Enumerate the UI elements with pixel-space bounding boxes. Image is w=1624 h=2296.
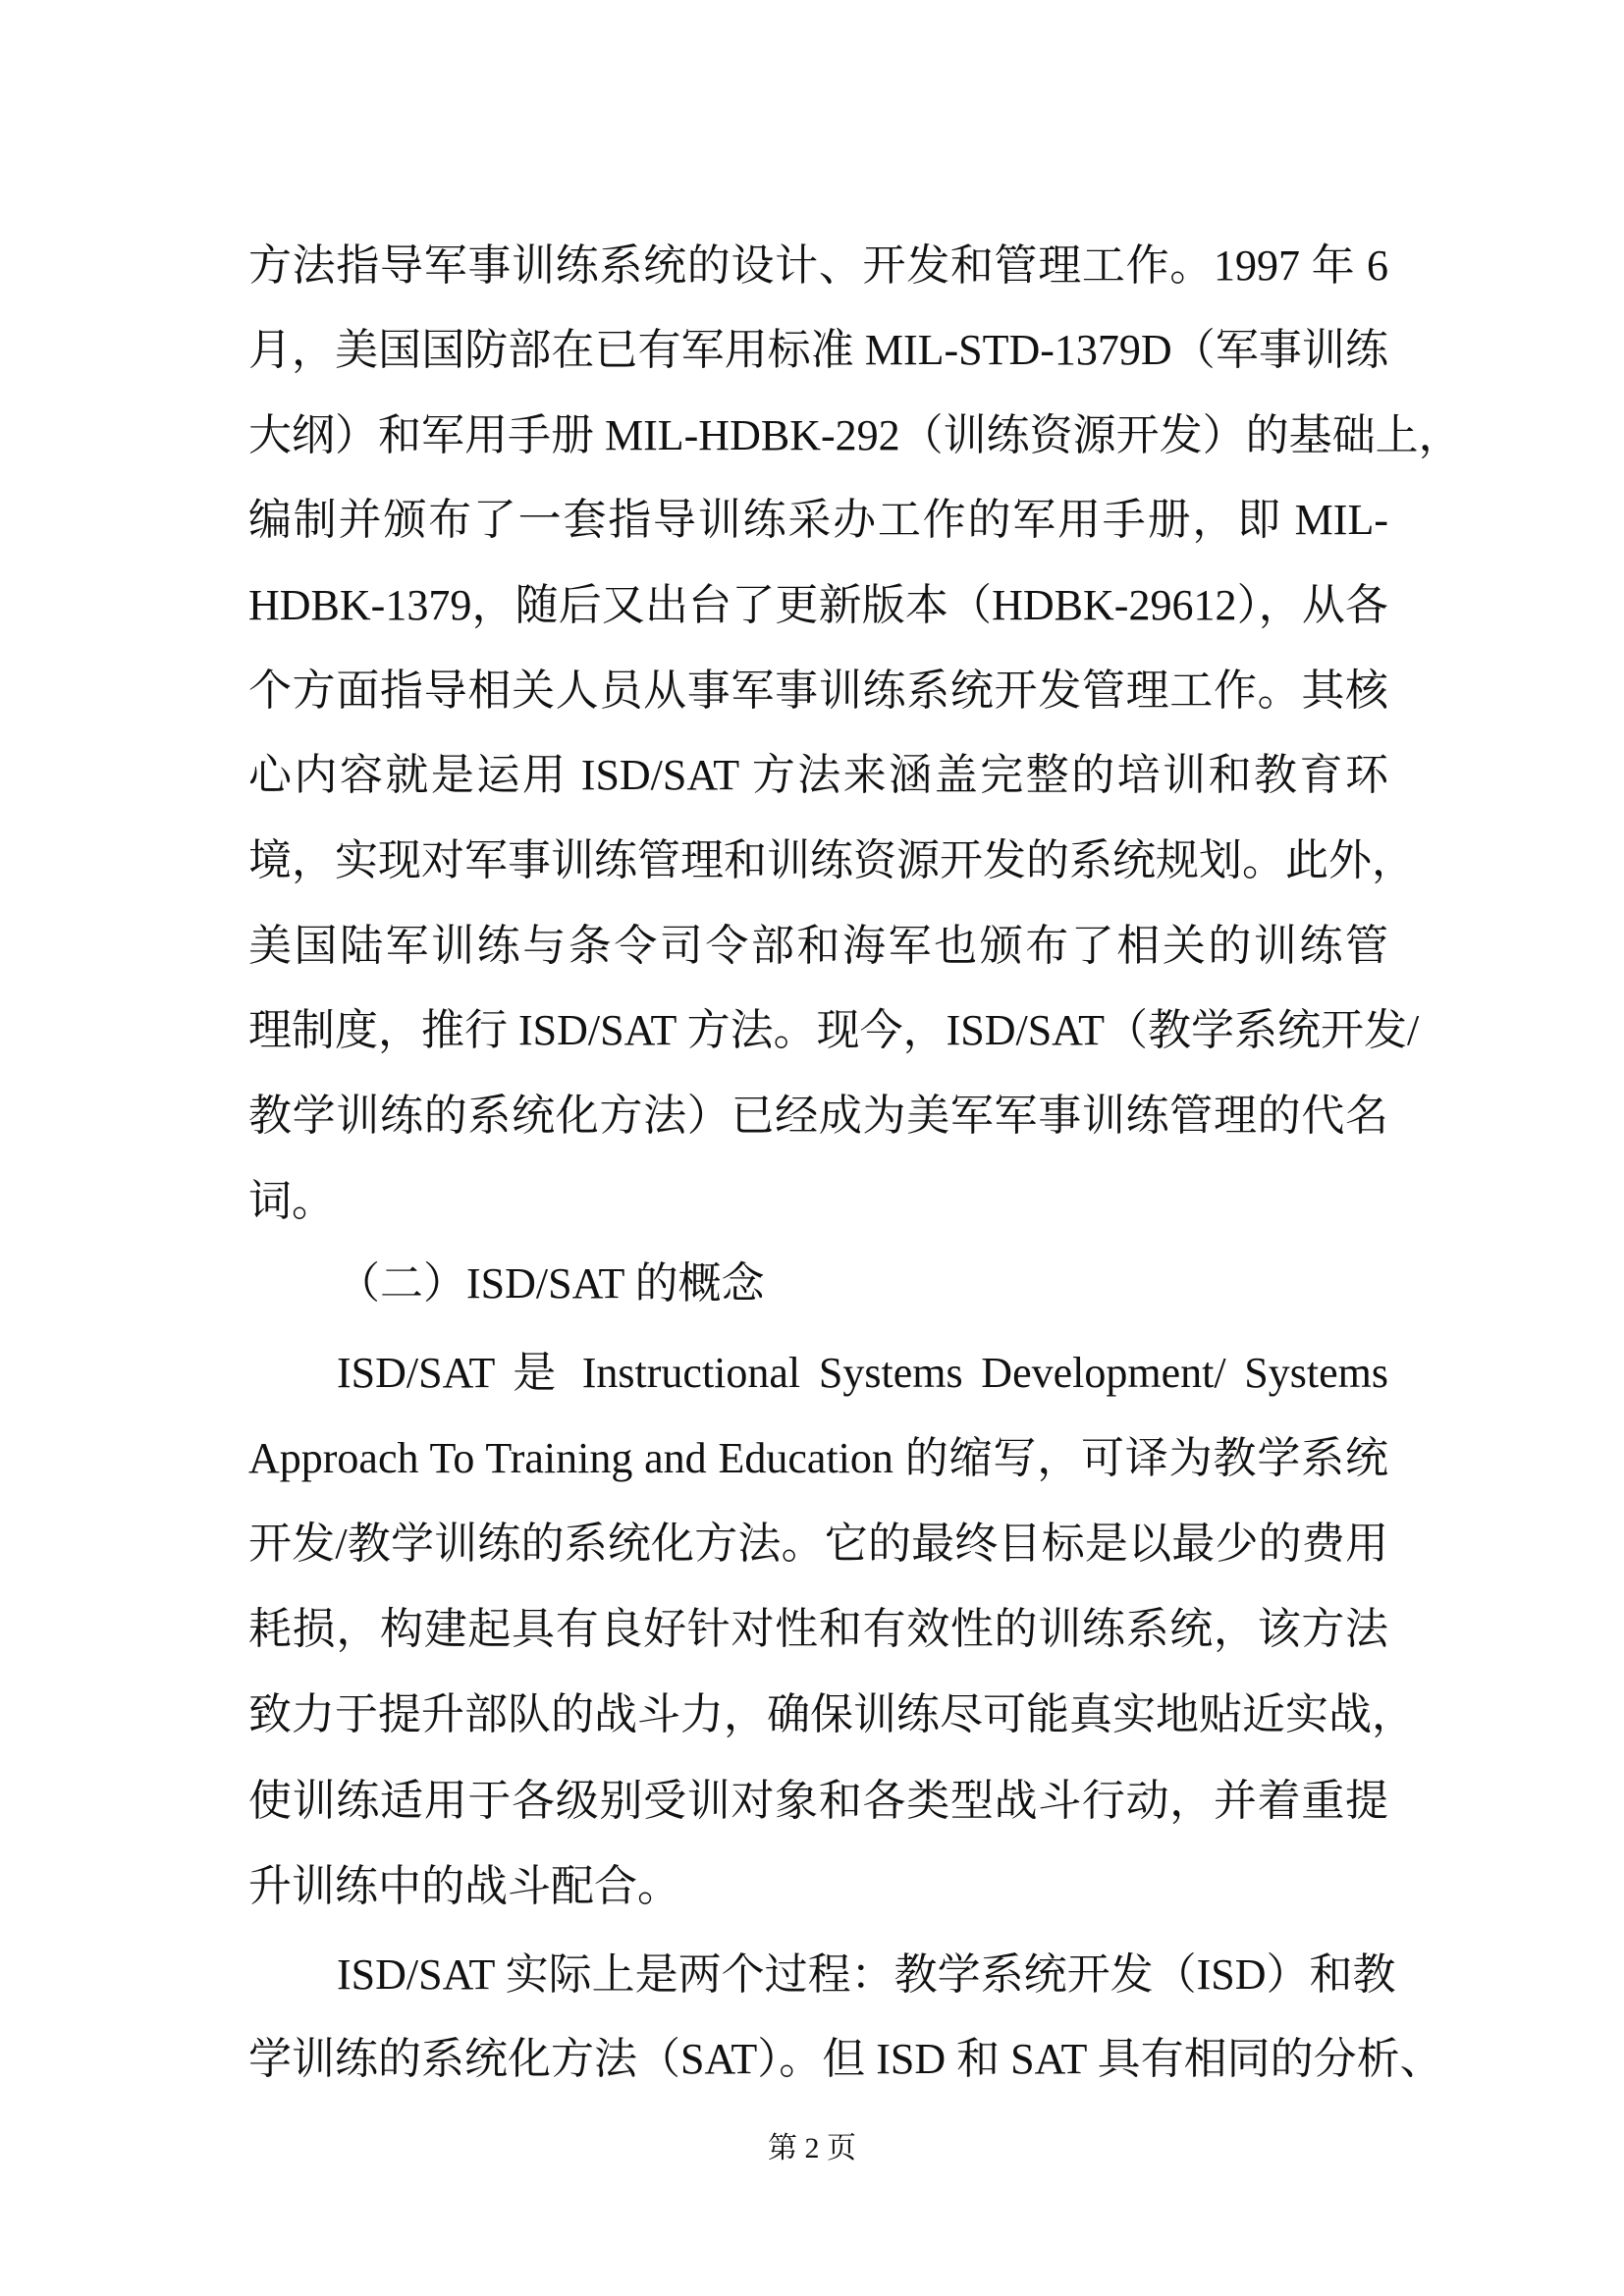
text-line: 大纲）和军用手册 MIL-HDBK-292（训练资源开发）的基础上， (248, 411, 1462, 459)
text-line: 学训练的系统化方法（SAT）。但 ISD 和 SAT 具有相同的分析、 (248, 2035, 1443, 2083)
text-line: 理制度，推行 ISD/SAT 方法。现今，ISD/SAT（教学系统开发/ (248, 1006, 1420, 1054)
text-line: 个方面指导相关人员从事军事训练系统开发管理工作。其核 (248, 667, 1388, 715)
text-line: 使训练适用于各级别受训对象和各类型战斗行动，并着重提 (248, 1777, 1388, 1825)
text-line: 境，实现对军事训练管理和训练资源开发的系统规划。此外， (248, 836, 1415, 884)
text-line: 教学训练的系统化方法）已经成为美军军事训练管理的代名 (248, 1092, 1388, 1140)
section-heading: （二）ISD/SAT 的概念 (337, 1259, 765, 1308)
text-line: ISD/SAT 实际上是两个过程：教学系统开发（ISD）和教 (337, 1950, 1396, 1999)
text-line: 编制并颁布了一套指导训练采办工作的军用手册，即 MIL- (248, 496, 1388, 544)
text-line: Approach To Training and Education 的缩写，可译为教学系统 (248, 1434, 1388, 1482)
text-line: 致力于提升部队的战斗力，确保训练尽可能真实地贴近实战， (248, 1690, 1415, 1738)
text-line: 心内容就是运用 ISD/SAT 方法来涵盖完整的培训和教育环 (248, 751, 1388, 799)
text-line: 月，美国国防部在已有军用标准 MIL-STD-1379D（军事训练 (248, 326, 1388, 374)
text-line: 美国陆军训练与条令司令部和海军也颁布了相关的训练管 (248, 922, 1388, 970)
page-number: 第 2 页 (768, 2132, 856, 2164)
text-line: 耗损，构建起具有良好针对性和有效性的训练系统，该方法 (248, 1605, 1388, 1653)
text-line: 词。 (248, 1177, 335, 1225)
text-line: 升训练中的战斗配合。 (248, 1862, 680, 1910)
text-line: HDBK-1379，随后又出台了更新版本（HDBK-29612），从各 (248, 581, 1388, 629)
text-line: 方法指导军事训练系统的设计、开发和管理工作。1997 年 6 (248, 241, 1388, 290)
text-line: 开发/教学训练的系统化方法。它的最终目标是以最少的费用 (248, 1520, 1388, 1568)
text-line: ISD/SAT 是 Instructional Systems Development/ Systems (337, 1349, 1388, 1397)
